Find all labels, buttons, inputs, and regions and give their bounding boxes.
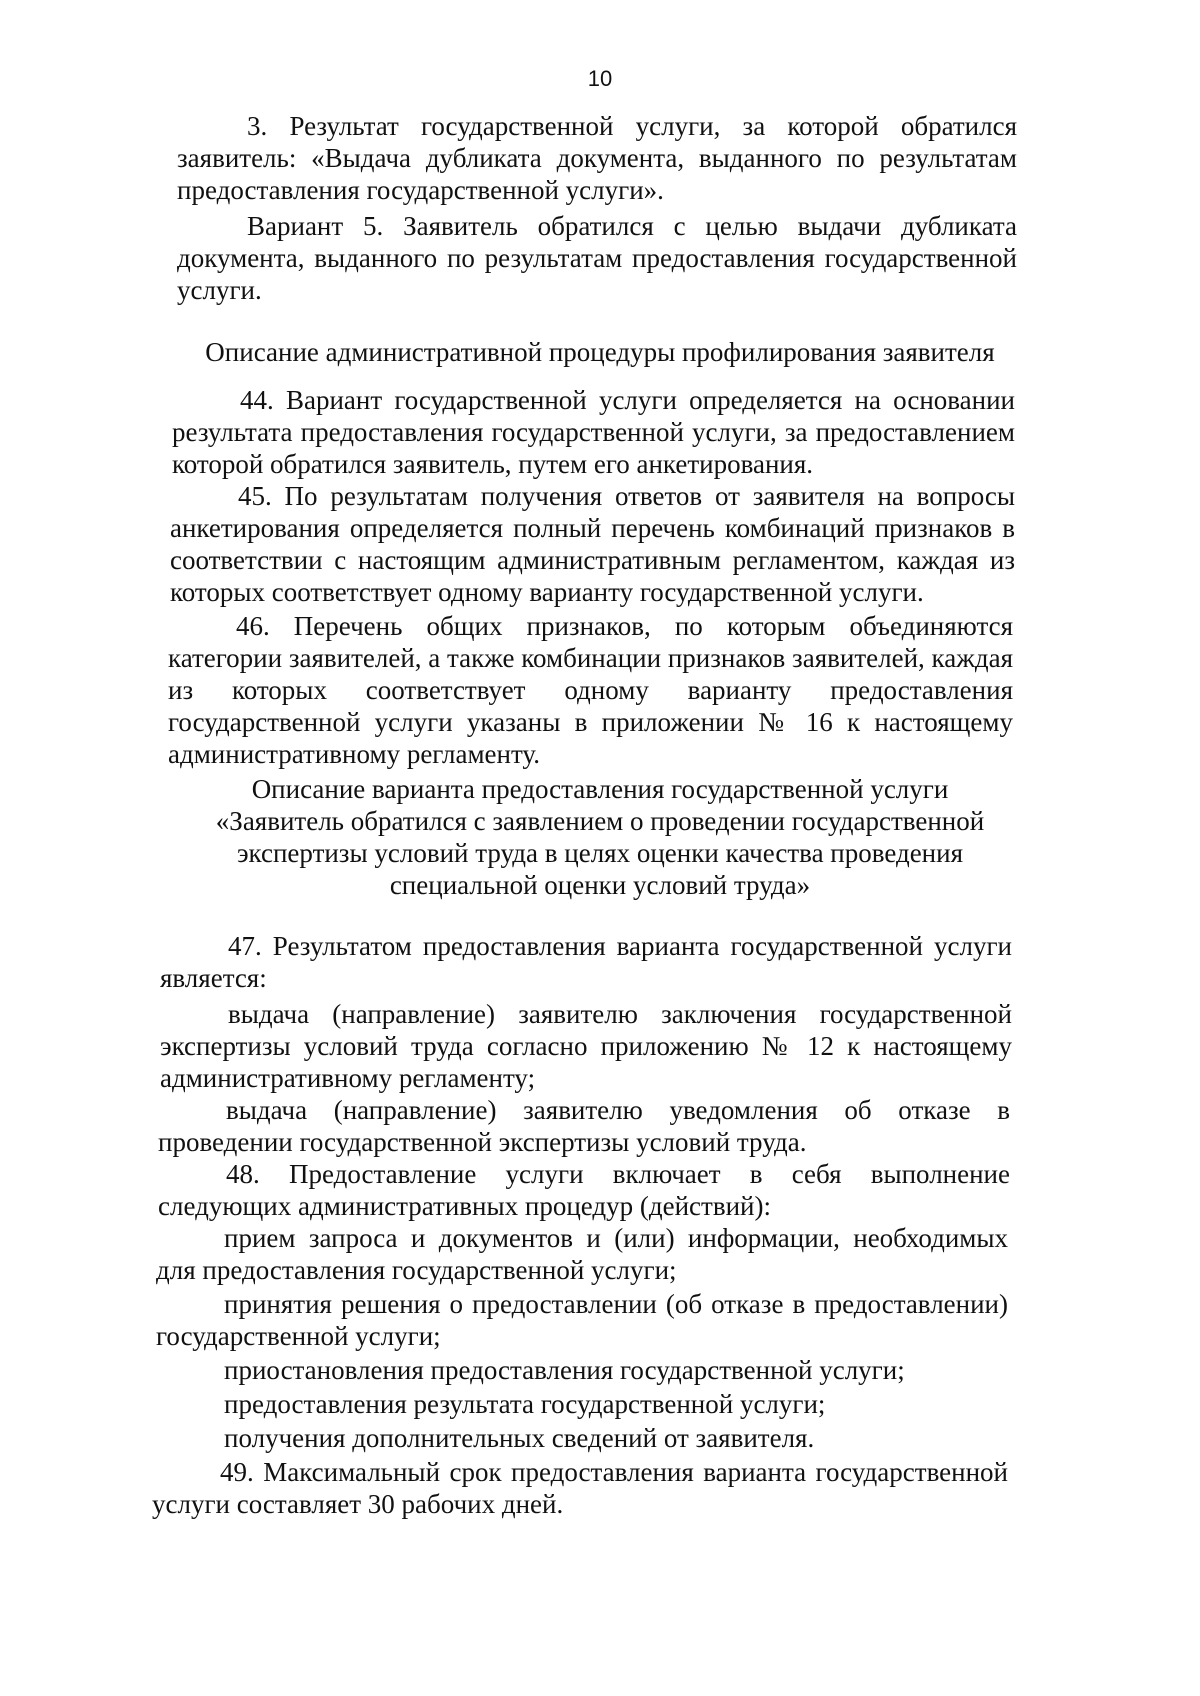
heading-line-1: Описание варианта предоставления государственной услуги [251,774,949,804]
paragraph-49: 49. Максимальный срок предоставления варианта государственной услуги составляет 30 рабочих дней. [152,1457,1008,1519]
paragraph-48: 48. Предоставление услуги включает в себя выполнение следующих административных процедур (действий): [158,1159,1010,1221]
heading-line-3: экспертизы условий труда в целях оценки качества проведения [236,838,964,868]
heading-line-4: специальной оценки условий труда» [389,870,811,900]
paragraph-variant-5: Вариант 5. Заявитель обратился с целью выдачи дубликата документа, выданного по результатам предоставления государственной услуги. [177,211,1017,305]
paragraph-44: 44. Вариант государственной услуги определяется на основании результата предоставления государственной услуги, за предоставлением которой обратился заявитель, путем его анкетирования. [172,385,1015,479]
heading-line-2: «Заявитель обратился с заявлением о проведении государственной [215,806,985,836]
paragraph-45: 45. По результатам получения ответов от заявителя на вопросы анкетирования определяется полный перечень комбинаций признаков в соответствии с настоящим административным регламентом, каждая из которых соответствует одному варианту государственной услуги. [170,481,1015,607]
paragraph-48-item-2: принятия решения о предоставлении (об отказе в предоставлении) государственной услуги; [156,1289,1008,1351]
paragraph-48-item-4: предоставления результата государственной услуги; [224,1389,826,1419]
section-heading-variant [160,773,1040,901]
paragraph-48-item-5: получения дополнительных сведений от заявителя. [224,1423,815,1453]
page-number: 10 [587,66,613,91]
paragraph-46: 46. Перечень общих признаков, по которым объединяются категории заявителей, а также комбинации признаков заявителей, каждая из которых соответствует одному варианту предоставления государственной услуги указаны в приложении № 16 к настоящему административному регламенту. [168,611,1014,769]
paragraph-3: 3. Результат государственной услуги, за которой обратился заявитель: «Выдача дубликата документа, выданного по результатам предоставления государственной услуги». [177,111,1017,205]
paragraph-47-item-2: выдача (направление) заявителю уведомления об отказе в проведении государственной экспертизы условий труда. [158,1095,1010,1157]
paragraph-47: 47. Результатом предоставления варианта государственной услуги является: [160,931,1012,993]
paragraph-48-item-1: прием запроса и документов и (или) информации, необходимых для предоставления государственной услуги; [156,1223,1008,1285]
paragraph-47-item-1: выдача (направление) заявителю заключения государственной экспертизы условий труда согласно приложению № 12 к настоящему административному регламенту; [160,999,1012,1093]
section-heading-profiling: Описание административной процедуры профилирования заявителя [205,337,995,367]
paragraph-48-item-3: приостановления предоставления государственной услуги; [224,1355,905,1385]
